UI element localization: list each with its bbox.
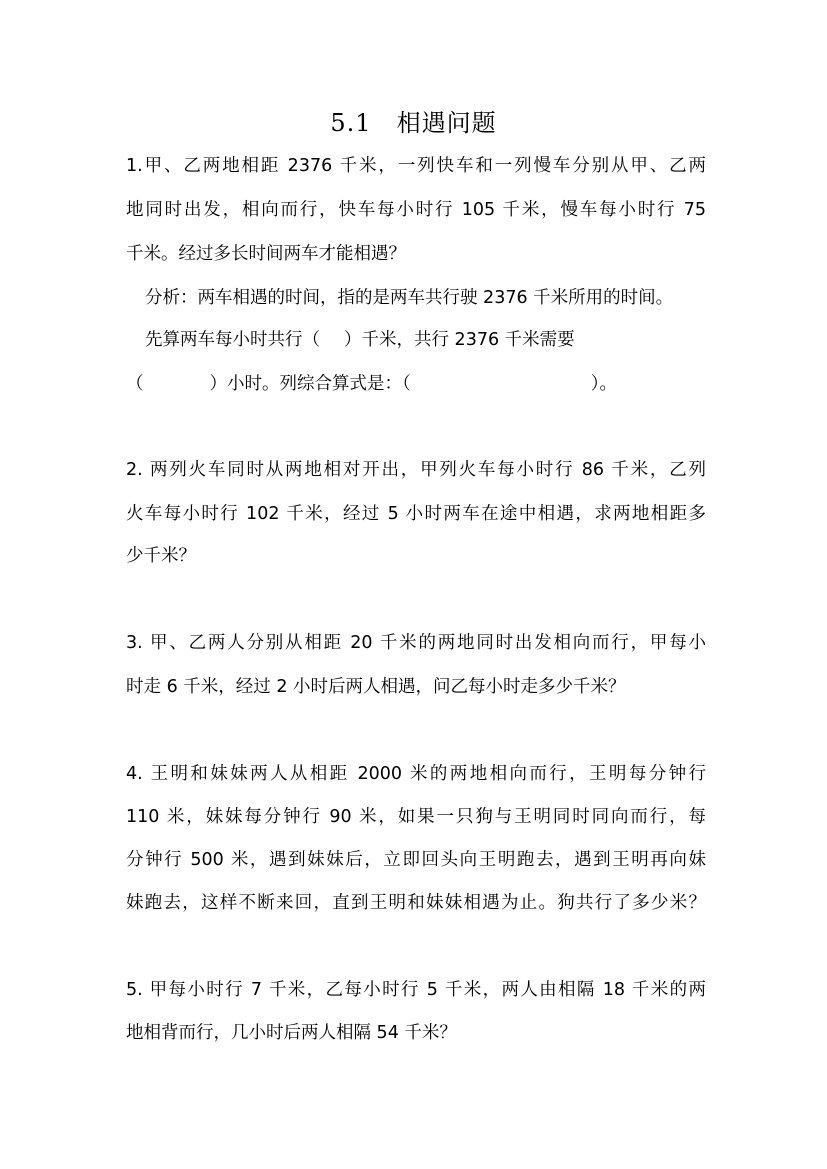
- question-4-line-4: 妹跑去，这样不断来回，直到王明和妹妹相遇为止。狗共行了多少米？: [126, 893, 706, 913]
- step-2-text-a: （: [126, 374, 144, 394]
- question-3-line-2: 时走 6 千米，经过 2 小时后两人相遇，问乙每小时走多少千米？: [126, 677, 626, 697]
- question-1-line-2: 地同时出发，相向而行，快车每小时行 105 千米，慢车每小时行 75: [126, 200, 706, 220]
- question-5-line-2: 地相背而行，几小时后两人相隔 54 千米？: [126, 1023, 457, 1043]
- question-1-step-2: [126, 370, 706, 398]
- question-1-step-1: [145, 326, 665, 354]
- question-2-line-1: 2. 两列火车同时从两地相对开出，甲列火车每小时行 86 千米，乙列: [126, 460, 706, 480]
- step-1-text-a: 先算两车每小时共行（: [145, 330, 320, 350]
- question-4-line-3: 分钟行 500 米，遇到妹妹后，立即回头向王明跑去，遇到王明再向妹: [126, 850, 706, 870]
- question-2-line-3: 少千米？: [126, 546, 196, 566]
- page-title: 5.1 相遇问题: [330, 109, 497, 137]
- question-1-line-3: 千米。经过多长时间两车才能相遇？: [126, 244, 406, 264]
- question-5-line-1: 5. 甲每小时行 7 千米，乙每小时行 5 千米，两人由相隔 18 千米的两: [126, 980, 706, 1000]
- question-2-line-2: 火车每小时行 102 千米，经过 5 小时两车在途中相遇，求两地相距多: [126, 504, 706, 524]
- step-1-text-b: ）千米，共行 2376 千米需要: [344, 330, 575, 350]
- question-4-line-2: 110 米，妹妹每分钟行 90 米，如果一只狗与王明同时同向而行，每: [126, 807, 706, 827]
- step-2-text-b: ）小时。列综合算式是：（: [209, 374, 411, 394]
- question-4-line-1: 4. 王明和妹妹两人从相距 2000 米的两地相向而行，王明每分钟行: [126, 764, 706, 784]
- question-1-analysis: 分析：两车相遇的时间，指的是两车共行驶 2376 千米所用的时间。: [145, 288, 674, 308]
- step-2-text-c: ）。: [590, 374, 617, 394]
- question-3-line-1: 3. 甲、乙两人分别从相距 20 千米的两地同时出发相向而行，甲每小: [126, 633, 706, 653]
- question-1-line-1: 1.甲、乙两地相距 2376 千米，一列快车和一列慢车分别从甲、乙两: [126, 156, 706, 176]
